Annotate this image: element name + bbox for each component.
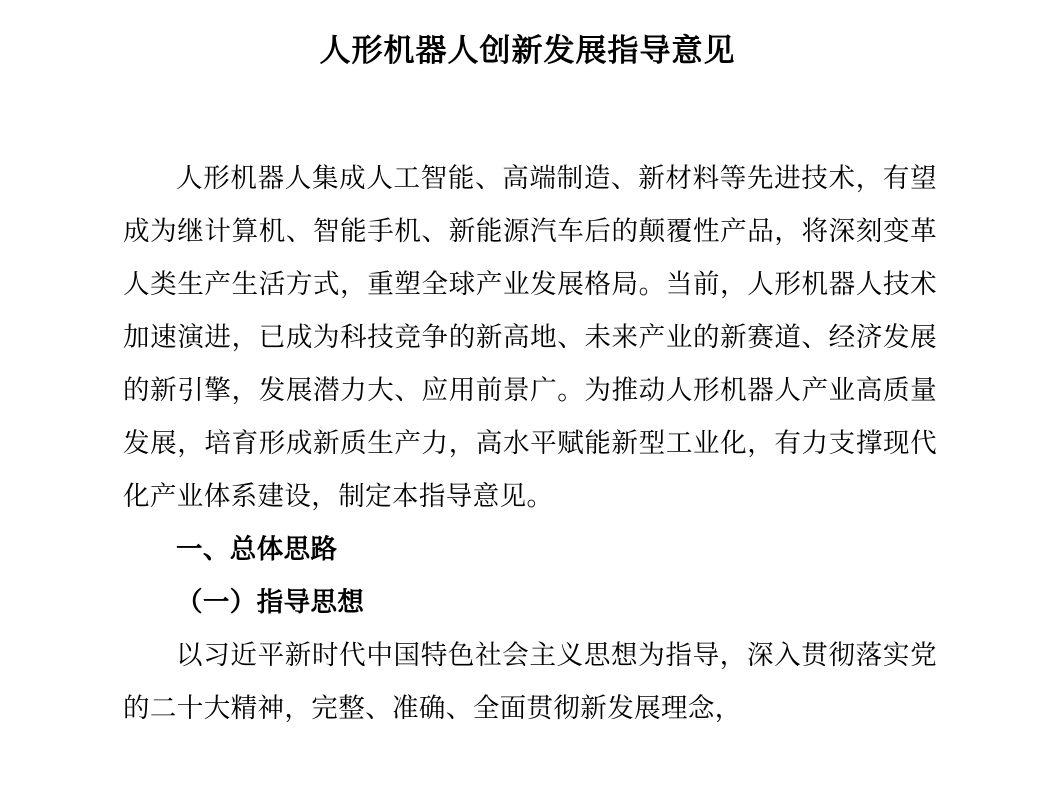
section-heading-overall-approach: 一、总体思路: [176, 534, 338, 566]
document-body: [0, 152, 1055, 735]
subsection-heading-guiding-ideology: （一）指导思想: [176, 587, 365, 619]
page-title: 人形机器人创新发展指导意见: [319, 33, 736, 69]
paragraph-guiding-ideology: 以习近平新时代中国特色社会主义思想为指导，深入贯彻落实党的二十大精神，完整、准确、全面贯彻新发展理念，: [123, 640, 937, 725]
paragraph-intro: 人形机器人集成人工智能、高端制造、新材料等先进技术，有望成为继计算机、智能手机、新能源汽车后的颠覆性产品，将深刻变革人类生产生活方式，重塑全球产业发展格局。当前，人形机器人技术加速演进，已成为科技竞争的新高地、未来产业的新赛道、经济发展的新引擎，发展潜力大、应用前景广。为推动人形机器人产业高质量发展，培育形成新质生产力，高水平赋能新型工业化，有力支撑现代化产业体系建设，制定本指导意见。: [123, 163, 937, 513]
